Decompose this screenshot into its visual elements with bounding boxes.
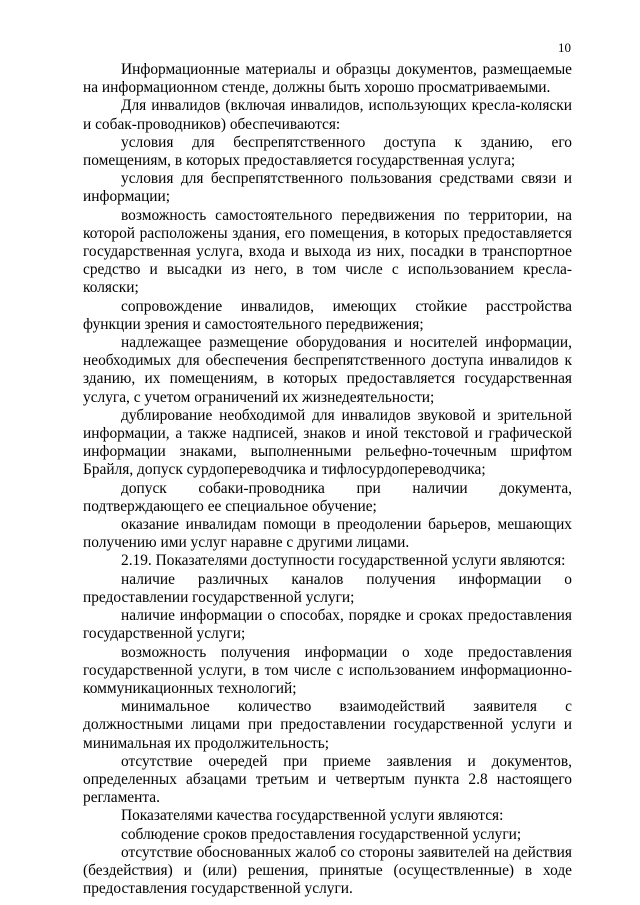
- paragraph-no-complaints: отсутствие обоснованных жалоб со стороны заявителей на действия (бездействия) и (или) решения, принятые (осуществленные) в ходе предоставления государственной услуги.: [83, 843, 572, 898]
- paragraph-equipment-placement: надлежащее размещение оборудования и носителей информации, необходимых для обеспечения беспрепятственного доступа инвалидов к зданию, их помещениям, в которых предоставляется государственная услуга, с учетом ограничений их жизнедеятельности;: [83, 334, 572, 406]
- paragraph-info-materials: Информационные материалы и образцы документов, размещаемые на информационном стенде, должны быть хорошо просматриваемыми.: [83, 61, 572, 97]
- paragraph-minimal-interactions: минимальное количество взаимодействий заявителя с должностными лицами при предоставлении государственной услуги и минимальная их продолжительность;: [83, 698, 572, 752]
- paragraph-building-access: условия для беспрепятственного доступа к зданию, его помещениям, в которых предоставляется государственная услуга;: [83, 133, 572, 170]
- paragraph-guide-dog: допуск собаки-проводника при наличии документа, подтверждающего ее специальное обучение;: [83, 479, 572, 515]
- paragraph-information-duplication: дублирование необходимой для инвалидов звуковой и зрительной информации, а также надписей, знаков и иной текстовой и графической информации знаками, выполненными рельефно-точечным шрифтом Брайля, допуск сурдопереводчика и тифлосурдопереводчика;: [83, 406, 572, 479]
- page-number: 10: [558, 40, 571, 55]
- body-text: [83, 61, 572, 898]
- paragraph-methods-info: наличие информации о способах, порядке и сроках предоставления государственной услуги;: [83, 607, 572, 643]
- paragraph-barrier-assistance: оказание инвалидам помощи в преодолении барьеров, мешающих получению ими услуг наравне с другими лицами.: [83, 516, 572, 552]
- paragraph-quality-indicators-heading: Показателями качества государственной услуги являются:: [121, 807, 504, 825]
- paragraph-communications-access: условия для беспрепятственного пользования средствами связи и информации;: [83, 170, 572, 206]
- paragraph-information-channels: наличие различных каналов получения информации о предоставлении государственной услуги;: [83, 570, 572, 606]
- paragraph-accompaniment: сопровождение инвалидов, имеющих стойкие расстройства функции зрения и самостоятельного передвижения;: [83, 297, 572, 333]
- paragraph-independent-movement: возможность самостоятельного передвижения по территории, на которой расположены здания, его помещения, в которых предоставляется государственная услуга, входа и выхода из них, посадки в транспортное средство и высадки из него, в том числе с использованием кресла-коляски;: [83, 206, 572, 297]
- paragraph-disabled-provisions: Для инвалидов (включая инвалидов, использующих кресла-коляски и собак-проводников) обеспечиваются:: [83, 97, 572, 133]
- paragraph-progress-info: возможность получения информации о ходе предоставления государственной услуги, в том числе с использованием информационно-коммуникационных технологий;: [83, 643, 572, 697]
- paragraph-accessibility-indicators-heading: 2.19. Показателями доступности государственной услуги являются:: [121, 552, 566, 570]
- paragraph-no-queues: отсутствие очередей при приеме заявления и документов, определенных абзацами третьим и четвертым пункта 2.8 настоящего регламента.: [83, 752, 572, 807]
- paragraph-deadlines: соблюдение сроков предоставления государственной услуги;: [121, 825, 522, 843]
